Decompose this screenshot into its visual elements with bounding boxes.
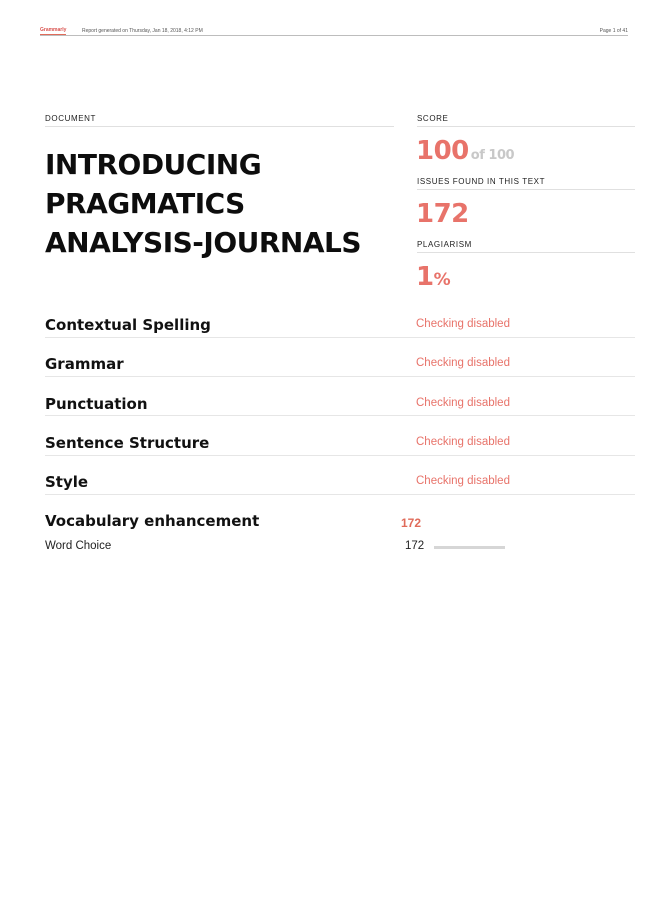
plagiarism-label: PLAGIARISM bbox=[417, 240, 472, 249]
category-status: Checking disabled bbox=[416, 397, 510, 409]
document-divider bbox=[45, 126, 394, 127]
category-name: Sentence Structure bbox=[45, 434, 210, 452]
plagiarism-number: 1 bbox=[416, 262, 434, 292]
page-number: Page 1 of 41 bbox=[599, 28, 628, 34]
category-divider bbox=[45, 494, 635, 495]
word-choice-count: 172 bbox=[405, 540, 425, 552]
category-status: Checking disabled bbox=[416, 357, 510, 369]
vocabulary-heading: Vocabulary enhancement bbox=[45, 512, 260, 530]
category-divider bbox=[45, 376, 635, 377]
document-label: DOCUMENT bbox=[45, 114, 97, 123]
score-label: SCORE bbox=[417, 114, 449, 123]
score-number: 100 bbox=[416, 136, 469, 166]
vocabulary-count: 172 bbox=[401, 516, 422, 530]
plagiarism-divider bbox=[417, 252, 635, 253]
category-divider bbox=[45, 455, 635, 456]
score-divider bbox=[417, 126, 635, 127]
report-date: Report generated on Thursday, Jan 18, 2018, 4:12 PM bbox=[82, 28, 203, 34]
score-value bbox=[416, 136, 514, 166]
category-status: Checking disabled bbox=[416, 318, 510, 330]
category-name: Style bbox=[45, 473, 89, 491]
issues-count: 172 bbox=[416, 199, 469, 229]
plagiarism-value bbox=[416, 262, 450, 292]
category-status: Checking disabled bbox=[416, 436, 510, 448]
category-name: Contextual Spelling bbox=[45, 316, 211, 334]
brand-logo[interactable]: Grammarly bbox=[40, 27, 67, 33]
score-max: of 100 bbox=[470, 148, 515, 163]
report-header bbox=[40, 26, 628, 36]
plagiarism-unit: % bbox=[433, 270, 451, 290]
category-divider bbox=[45, 415, 635, 416]
issues-divider bbox=[417, 189, 635, 190]
category-name: Grammar bbox=[45, 355, 124, 373]
word-choice-bar-fill bbox=[434, 546, 505, 549]
document-title: INTRODUCING PRAGMATICS ANALYSIS-JOURNALS bbox=[45, 148, 362, 259]
category-divider bbox=[45, 337, 635, 338]
word-choice-bar bbox=[434, 546, 505, 549]
word-choice-label: Word Choice bbox=[45, 540, 112, 552]
issues-label: ISSUES FOUND IN THIS TEXT bbox=[417, 177, 546, 186]
category-name: Punctuation bbox=[45, 395, 148, 413]
category-status: Checking disabled bbox=[416, 475, 510, 487]
